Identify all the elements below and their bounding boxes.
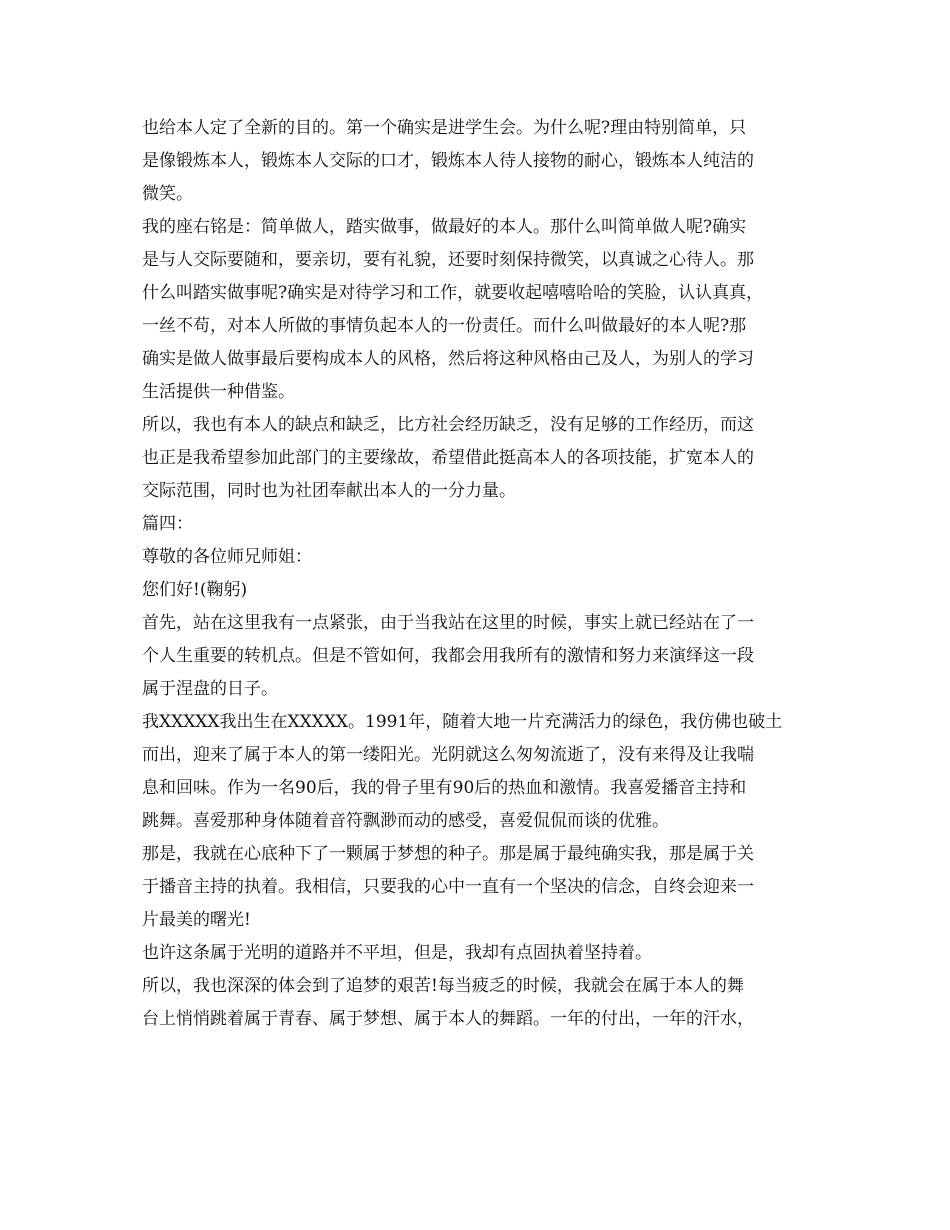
paragraph: [142, 574, 814, 607]
text-line: 微笑。: [142, 184, 193, 204]
paragraph: [142, 607, 814, 706]
text-line: 也正是我希望参加此部门的主要缘故，希望借此挺高本人的各项技能，扩宽本人的: [142, 448, 754, 468]
text-line: 个人生重要的转机点。但是不管如何，我都会用我所有的激情和努力来演绎这一段: [142, 646, 754, 666]
text-line: 片最美的曙光!: [142, 910, 251, 930]
paragraph: [142, 970, 814, 1036]
text-line: 确实是做人做事最后要构成本人的风格，然后将这种风格由己及人，为别人的学习: [142, 349, 754, 369]
paragraph: [142, 211, 814, 409]
paragraph: [142, 112, 814, 211]
text-line: 我的座右铭是：简单做人，踏实做事，做最好的本人。那什么叫简单做人呢?确实: [142, 217, 747, 237]
text-line: 于播音主持的执着。我相信，只要我的心中一直有一个坚决的信念，自终会迎来一: [142, 877, 754, 897]
text-line: 您们好!(鞠躬): [142, 580, 248, 600]
text-line: 而出，迎来了属于本人的第一缕阳光。光阴就这么匆匆流逝了，没有来得及让我喘: [142, 745, 754, 765]
text-line: 那是，我就在心底种下了一颗属于梦想的种子。那是属于最纯确实我，那是属于关: [142, 844, 754, 864]
text-line: 是与人交际要随和，要亲切，要有礼貌，还要时刻保持微笑，以真诚之心待人。那: [142, 250, 754, 270]
paragraph: [142, 706, 814, 838]
text-line: 台上悄悄跳着属于青春、属于梦想、属于本人的舞蹈。一年的付出，一年的汗水，: [142, 1009, 754, 1029]
text-line: 首先，站在这里我有一点紧张，由于当我站在这里的时候，事实上就已经站在了一: [142, 613, 754, 633]
text-line: 一丝不苟，对本人所做的事情负起本人的一份责任。而什么叫做最好的本人呢?那: [142, 316, 747, 336]
paragraph: [142, 409, 814, 508]
text-line: 是像锻炼本人，锻炼本人交际的口才，锻炼本人待人接物的耐心，锻炼本人纯洁的: [142, 151, 754, 171]
text-line: 也给本人定了全新的目的。第一个确实是进学生会。为什么呢?理由特别简单，只: [142, 118, 747, 138]
text-line: 生活提供一种借鉴。: [142, 382, 295, 402]
text-line: 篇四：: [142, 514, 193, 534]
text-line: 属于涅盘的日子。: [142, 679, 278, 699]
paragraph: [142, 838, 814, 937]
paragraph: [142, 541, 814, 574]
text-line: 跳舞。喜爱那种身体随着音符飘渺而动的感受，喜爱侃侃而谈的优雅。: [142, 811, 669, 831]
paragraph: [142, 937, 814, 970]
text-line: 尊敬的各位师兄师姐：: [142, 547, 312, 567]
text-line: 什么叫踏实做事呢?确实是对待学习和工作，就要收起嘻嘻哈哈的笑脸，认认真真，: [142, 283, 764, 303]
text-line: 也许这条属于光明的道路并不平坦，但是，我却有点固执着坚持着。: [142, 943, 652, 963]
text-line: 息和回味。作为一名90后，我的骨子里有90后的热血和激情。我喜爱播音主持和: [142, 778, 747, 798]
text-line: 所以，我也有本人的缺点和缺乏，比方社会经历缺乏，没有足够的工作经历，而这: [142, 415, 754, 435]
document-body: [142, 112, 814, 1036]
paragraph: [142, 508, 814, 541]
text-line: 交际范围，同时也为社团奉献出本人的一分力量。: [142, 481, 516, 501]
text-line: 所以，我也深深的体会到了追梦的艰苦!每当疲乏的时候，我就会在属于本人的舞: [142, 976, 744, 996]
text-line: 我XXXXX我出生在XXXXX。1991年，随着大地一片充满活力的绿色，我仿佛也破土: [142, 712, 783, 732]
